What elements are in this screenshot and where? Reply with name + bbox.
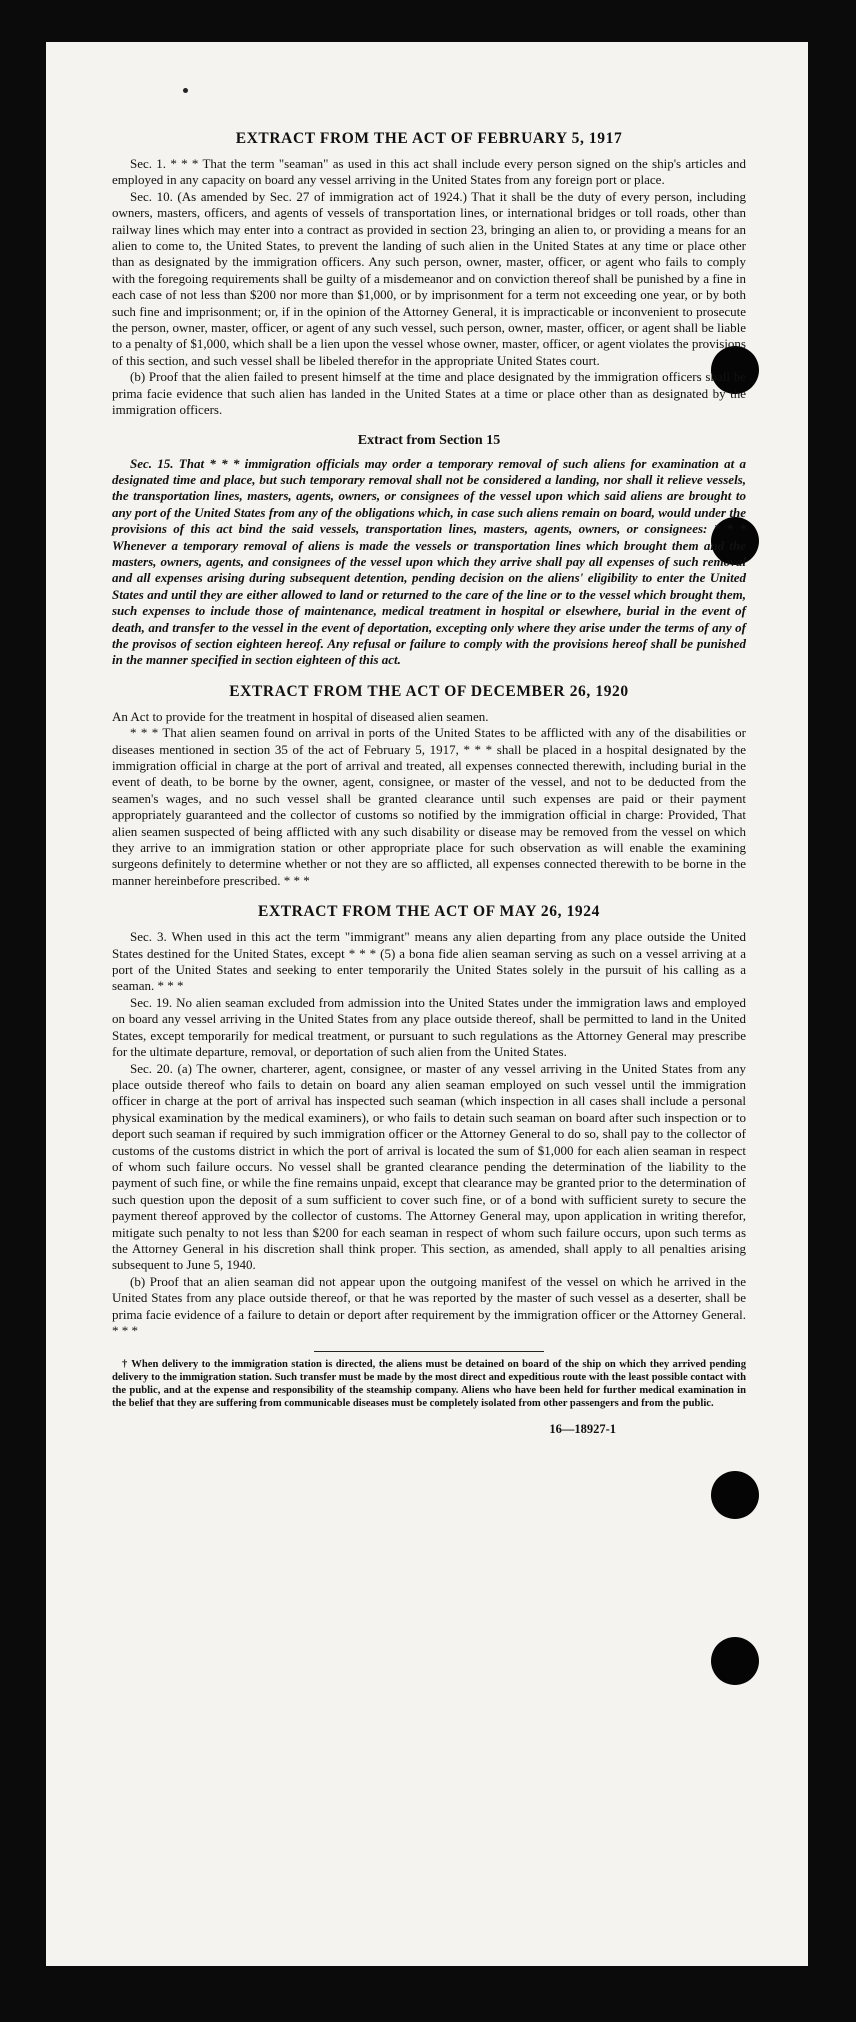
paper-speck [183, 88, 188, 93]
punch-hole-4 [711, 1637, 759, 1685]
paragraph-sec-10: Sec. 10. (As amended by Sec. 27 of immigration act of 1924.) That it shall be the duty of every person, including owners, masters, officers, and agents of vessels of transportation lines, or international bridges or toll roads, other than railway lines which may enter into a contract as provided in section 23, bringing an alien to, or providing a means for an alien to come to, the United States, to prevent the landing of such alien in the United States at any time or place other than as designated by the immigration officers. Any such person, owner, master, officer, or agent who fails to comply with the foregoing requirements shall be guilty of a misdemeanor and on conviction thereof shall be punished by a fine in each case of not less than $200 nor more than $1,000, or by imprisonment for a term not exceeding one year, or by both such fine and imprisonment; or, if in the opinion of the Attorney General, it is impracticable or inconvenient to prosecute the person, owner, master, officer, or agent of any such vessel, such person, owner, master, officer, or agent shall be liable to a penalty of $1,000, which shall be a lien upon the vessel whose owner, master, officer, or agent violates the provisions of this section, and such vessel shall be libeled therefor in the appropriate United States court. [112, 188, 746, 368]
paragraph-sec-3: Sec. 3. When used in this act the term "immigrant" means any alien departing from any place outside the United States destined for the United States, except * * * (5) a bona fide alien seaman serving as such on a vessel arriving at a port of the United States and seeking to enter temporarily the United States solely in the pursuit of his calling as a seaman. * * * [112, 929, 746, 994]
footnote: † When delivery to the immigration station is directed, the aliens must be detained on board of the ship on which they arrived pending delivery to the immigration station. Such transfer must be made by the most direct and expeditious route with the least possible contact with the public, and at the expense and responsibility of the steamship company. Aliens who have been held for further medical examination in the belief that they are suffering from communicable diseases must be completely isolated from other passengers and from the public. [112, 1359, 746, 1410]
paragraph-sec-10-b: (b) Proof that the alien failed to present himself at the time and place designated by the immigration officers shall be prima facie evidence that such alien has landed in the United States at a time or place other than as designated by the immigration officers. [112, 369, 746, 418]
document-page [46, 42, 808, 1966]
paragraph-diseased-seamen: * * * That alien seamen found on arrival in ports of the United States to be afflicted with any of the disabilities or diseases mentioned in section 35 of the act of February 5, 1917, * * * shall be placed in a hospital designated by the immigration official in charge at the port of arrival and treated, all expenses connected therewith, including burial in the event of death, to be borne by the owner, agent, consignee, or master of the vessel, and not to be deducted from the seamen's wages, and no such vessel shall be granted clearance until such expenses are paid or their payment appropriately guaranteed and the collector of customs so notified by the immigration official in charge: Provided, That alien seamen suspected of being afflicted with any such disability or disease may be removed from the vessel on which they arrive to an immigration station or other appropriate place for such observation as will enable the examining surgeons definitely to determine whether or not they are so afflicted, all expenses connected therewith to be borne in the manner hereinbefore prescribed. * * * [112, 725, 746, 888]
footnote-divider [314, 1351, 544, 1352]
paragraph-sec-20-a: Sec. 20. (a) The owner, charterer, agent, consignee, or master of any vessel arriving in the United States from any place outside thereof who fails to detain on board any alien seaman employed on such vessel until the immigration officer in charge at the port of arrival has inspected such seaman (which inspection in all cases shall include a personal physical examination by the medical examiners), or who fails to detain such seaman on board after such inspection or to deport such seaman if required by such immigration officer or the Attorney General to do so, shall pay to the collector of customs of the customs district in which the port of arrival is located the sum of $1,000 for each alien seaman in respect of whom such failure occurs. No vessel shall be granted clearance pending the determination of the liability to the payment of such fine, or while the fine remains unpaid, except that clearance may be granted prior to the determination of such question upon the deposit of a sum sufficient to cover such fine, or of a bond with sufficient surety to secure the payment thereof approved by the collector of customs. The Attorney General may, upon application in writing therefor, mitigate such penalty to not less than $200 for each seaman in respect of whom such failure occurs, upon such terms as the Attorney General in his discretion shall think proper. This section, as amended, shall apply to all penalties arising subsequent to June 5, 1940. [112, 1060, 746, 1273]
heading-act-1920: EXTRACT FROM THE ACT OF DECEMBER 26, 1920 [229, 682, 629, 700]
document-body [112, 130, 746, 1437]
heading-act-1924: EXTRACT FROM THE ACT OF MAY 26, 1924 [258, 903, 600, 921]
paragraph-sec-1: Sec. 1. * * * That the term "seaman" as used in this act shall include every person signed on the ship's articles and employed in any capacity on board any vessel arriving in the United States from any foreign port or place. [112, 156, 746, 188]
paragraph-sec-15: Sec. 15. That * * * immigration officials may order a temporary removal of such aliens for examination at a designated time and place, but such temporary removal shall not be considered a landing, nor shall it relieve vessels, the transportation lines, masters, agents, owners, or consignees of the vessel upon which said aliens are brought to any port of the United States from any of the obligations which, in case such aliens remain on board, would under the provisions of this act bind the said vessels, transportation lines, masters, agents, owners, or consignees: * * * Whenever a temporary removal of aliens is made the vessels or transportation lines which brought them and the masters, owners, agents, and consignees of the vessel upon which they arrive shall pay all expenses of such removal and all expenses arising during subsequent detention, pending decision on the aliens' eligibility to enter the United States and until they are either allowed to land or returned to the care of the line or to the vessel which brought them, such expenses to include those of maintenance, medical treatment in hospital or elsewhere, burial in the event of death, and transfer to the vessel in the event of deportation, excepting only where they arise under the terms of any of the provisos of section eighteen hereof. Any refusal or failure to comply with the provisions hereof shall be punished in the manner specified in section eighteen of this act. [112, 455, 746, 668]
punch-hole-3 [711, 1471, 759, 1519]
subheading-section-15: Extract from Section 15 [357, 432, 501, 448]
document-number: 16—18927-1 [549, 1422, 616, 1437]
heading-act-1917: EXTRACT FROM THE ACT OF FEBRUARY 5, 1917 [235, 130, 623, 147]
paragraph-sec-20-b: (b) Proof that an alien seaman did not appear upon the outgoing manifest of the vessel on which he arrived in the United States from any place outside thereof, or that he was reported by the master of such vessel as a deserter, shall be prima facie evidence of a failure to detain or deport after requirement by the immigration officer or the Attorney General. * * * [112, 1273, 746, 1338]
paragraph-sec-19: Sec. 19. No alien seaman excluded from admission into the United States under the immigration laws and employed on board any vessel arriving in the United States from any place outside thereof, shall be permitted to land in the United States, except temporarily for medical treatment, or pursuant to such regulations as the Attorney General may prescribe for the ultimate departure, removal, or deportation of such alien from the United States. [112, 994, 746, 1060]
paragraph-act-title: An Act to provide for the treatment in hospital of diseased alien seamen. [112, 708, 489, 724]
